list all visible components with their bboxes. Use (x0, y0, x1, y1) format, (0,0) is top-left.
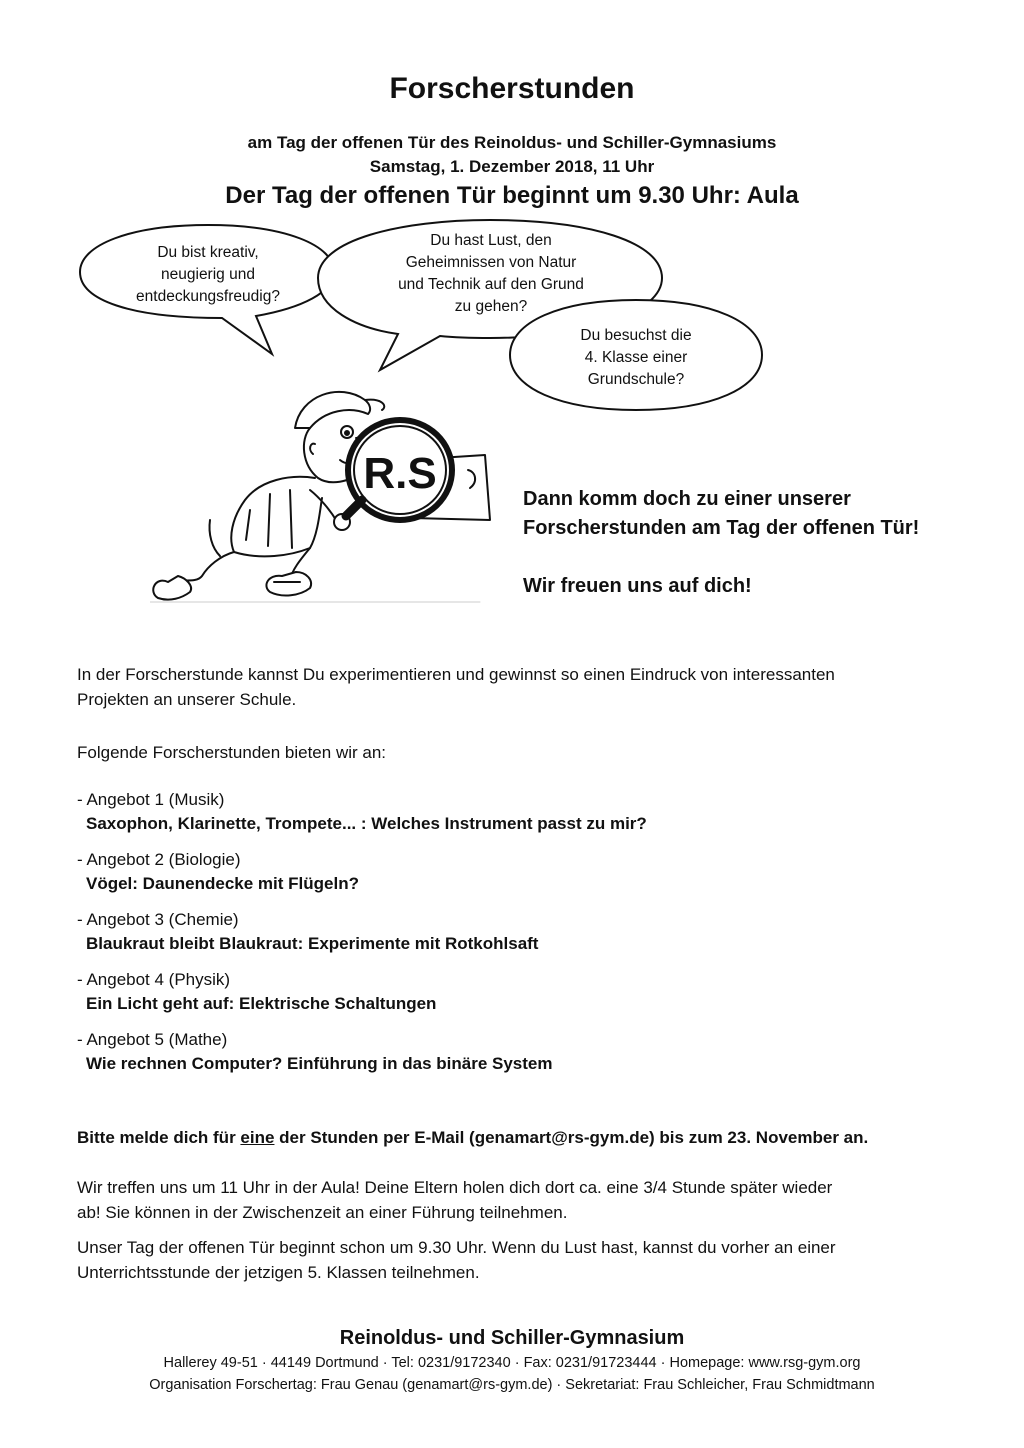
intro-paragraph: In der Forscherstunde kannst Du experimentieren und gewinnst so einen Eindruck von interessanten Projekten an unserer Schule. (77, 665, 835, 709)
cta-line-1: Dann komm doch zu einer unserer (523, 488, 851, 510)
bubble-left-text: Du bist kreativ, neugierig und entdeckungsfreudig? (136, 244, 280, 305)
registration-note: Bitte melde dich für eine der Stunden per E-Mail (genamart@rs-gym.de) bis zum 23. November an. (77, 1128, 869, 1147)
bubble-middle-text: Du hast Lust, den Geheimnissen von Natur und Technik auf den Grund zu gehen? (398, 232, 584, 315)
offer-category: - Angebot 2 (Biologie) (77, 850, 241, 869)
list-item (77, 908, 977, 968)
offers-heading: Folgende Forscherstunden bieten wir an: (77, 743, 387, 762)
meeting-info: Wir treffen uns um 11 Uhr in der Aula! Deine Eltern holen dich dort ca. eine 3/4 Stunde später wieder ab! Sie können in der Zwischenzeit an einer Führung teilnehmen. (77, 1178, 833, 1222)
open-day-info: Unser Tag der offenen Tür beginnt schon um 9.30 Uhr. Wenn du Lust hast, kannst du vorher an einer Unterrichtsstunde der jetzigen 5. Klassen teilnehmen. (77, 1238, 836, 1282)
headline-start-time: Der Tag der offenen Tür beginnt um 9.30 Uhr: Aula (225, 182, 799, 209)
bubble-right-text: Du besuchst die 4. Klasse einer Grundschule? (580, 327, 692, 388)
footer-address: Hallerey 49-51 · 44149 Dortmund · Tel: 0231/9172340 · Fax: 0231/91723444 · Homepage: www.rsg-gym.org (163, 1355, 861, 1371)
call-to-action (523, 485, 983, 601)
page-title: Forscherstunden (389, 72, 635, 105)
subtitle-event: am Tag der offenen Tür des Reinoldus- und Schiller-Gymnasiums (247, 133, 777, 152)
offer-title: Vögel: Daunendecke mit Flügeln? (86, 874, 359, 893)
list-item (77, 1028, 977, 1088)
offer-title: Wie rechnen Computer? Einführung in das binäre System (86, 1054, 553, 1073)
cta-line-2: Forscherstunden am Tag der offenen Tür! (523, 517, 920, 539)
subtitle-date: Samstag, 1. Dezember 2018, 11 Uhr (369, 157, 655, 176)
underlined-word: eine (240, 1128, 275, 1147)
list-item (77, 848, 977, 908)
offer-category: - Angebot 5 (Mathe) (77, 1030, 228, 1049)
offer-category: - Angebot 4 (Physik) (77, 970, 231, 989)
offer-title: Ein Licht geht auf: Elektrische Schaltungen (86, 994, 437, 1013)
list-item (77, 968, 977, 1028)
researcher-illustration (150, 370, 500, 610)
list-item (77, 788, 977, 848)
cta-line-3: Wir freuen uns auf dich! (523, 575, 752, 597)
footer-school-name: Reinoldus- und Schiller-Gymnasium (339, 1327, 685, 1349)
offer-title: Blaukraut bleibt Blaukraut: Experimente mit Rotkohlsaft (86, 934, 539, 953)
offer-title: Saxophon, Klarinette, Trompete... : Welches Instrument passt zu mir? (86, 814, 647, 833)
rs-logo-text: R.S (363, 449, 437, 498)
offers-list (77, 788, 977, 1088)
footer-organisation: Organisation Forschertag: Frau Genau (genamart@rs-gym.de) · Sekretariat: Frau Schleicher, Frau Schmidtmann (149, 1377, 875, 1393)
offer-category: - Angebot 1 (Musik) (77, 790, 225, 809)
offer-category: - Angebot 3 (Chemie) (77, 910, 239, 929)
